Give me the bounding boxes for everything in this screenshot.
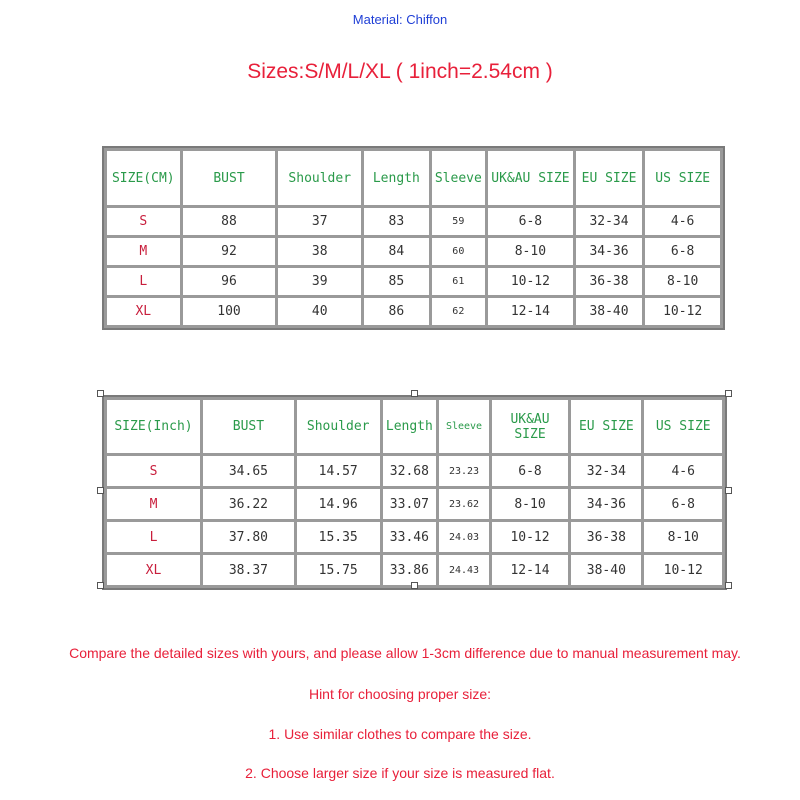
- eu-cell: 32-34: [576, 208, 643, 235]
- eu-cell: 34-36: [576, 238, 643, 265]
- eu-cell: 34-36: [571, 489, 641, 519]
- compare-note: Compare the detailed sizes with yours, and please allow 1-3cm difference due to manual measurement may.: [69, 645, 741, 661]
- sleeve-cell: 24.43: [439, 555, 489, 585]
- shoulder-cell: 14.96: [297, 489, 380, 519]
- sleeve-cell: 59: [432, 208, 485, 235]
- shoulder-cell: 14.57: [297, 456, 380, 486]
- bust-cell: 34.65: [203, 456, 294, 486]
- resize-handle[interactable]: [411, 582, 418, 589]
- size-cell: XL: [107, 298, 180, 325]
- bust-cell: 88: [183, 208, 276, 235]
- shoulder-cell: 15.35: [297, 522, 380, 552]
- table-row: [107, 298, 720, 325]
- table-row: [107, 268, 720, 295]
- eu-cell: 36-38: [571, 522, 641, 552]
- header-eu-size: EU SIZE: [576, 151, 643, 205]
- shoulder-cell: 39: [278, 268, 361, 295]
- us-cell: 8-10: [644, 522, 722, 552]
- size-cell: L: [107, 522, 200, 552]
- resize-handle[interactable]: [725, 487, 732, 494]
- resize-handle[interactable]: [97, 487, 104, 494]
- header-sleeve: Sleeve: [439, 400, 489, 453]
- header-size: SIZE(CM): [107, 151, 180, 205]
- us-cell: 6-8: [644, 489, 722, 519]
- header-bust: BUST: [203, 400, 294, 453]
- table-header-row: [107, 400, 722, 453]
- header-shoulder: Shoulder: [297, 400, 380, 453]
- table-row: [107, 208, 720, 235]
- length-cell: 86: [364, 298, 429, 325]
- sleeve-cell: 61: [432, 268, 485, 295]
- ukau-cell: 10-12: [492, 522, 568, 552]
- hint-heading: Hint for choosing proper size:: [308, 686, 492, 702]
- bust-cell: 36.22: [203, 489, 294, 519]
- header-ukau-size: UK&AU SIZE: [488, 151, 573, 205]
- length-cell: 33.86: [383, 555, 437, 585]
- ukau-cell: 6-8: [488, 208, 573, 235]
- length-cell: 83: [364, 208, 429, 235]
- size-cell: L: [107, 268, 180, 295]
- sleeve-cell: 23.23: [439, 456, 489, 486]
- us-cell: 8-10: [645, 268, 720, 295]
- header-bust: BUST: [183, 151, 276, 205]
- resize-handle[interactable]: [725, 582, 732, 589]
- ukau-cell: 6-8: [492, 456, 568, 486]
- header-length: Length: [364, 151, 429, 205]
- ukau-cell: 12-14: [488, 298, 573, 325]
- ukau-cell: 8-10: [492, 489, 568, 519]
- bust-cell: 37.80: [203, 522, 294, 552]
- header-shoulder: Shoulder: [278, 151, 361, 205]
- size-cell: XL: [107, 555, 200, 585]
- length-cell: 32.68: [383, 456, 437, 486]
- tip-1: 1. Use similar clothes to compare the size.: [268, 726, 532, 742]
- length-cell: 33.07: [383, 489, 437, 519]
- bust-cell: 92: [183, 238, 276, 265]
- resize-handle[interactable]: [97, 390, 104, 397]
- tip-2: 2. Choose larger size if your size is measured flat.: [245, 765, 555, 781]
- bust-cell: 96: [183, 268, 276, 295]
- shoulder-cell: 40: [278, 298, 361, 325]
- table-row: [107, 489, 722, 519]
- header-ukau-size: UK&AU SIZE: [492, 400, 568, 453]
- ukau-cell: 8-10: [488, 238, 573, 265]
- resize-handle[interactable]: [97, 582, 104, 589]
- sleeve-cell: 60: [432, 238, 485, 265]
- us-cell: 10-12: [644, 555, 722, 585]
- header-us-size: US SIZE: [645, 151, 720, 205]
- length-cell: 85: [364, 268, 429, 295]
- ukau-cell: 10-12: [488, 268, 573, 295]
- us-cell: 10-12: [645, 298, 720, 325]
- bust-cell: 100: [183, 298, 276, 325]
- eu-cell: 32-34: [571, 456, 641, 486]
- shoulder-cell: 15.75: [297, 555, 380, 585]
- sleeve-cell: 23.62: [439, 489, 489, 519]
- length-cell: 84: [364, 238, 429, 265]
- shoulder-cell: 37: [278, 208, 361, 235]
- material-label: Material: Chiffon: [352, 12, 448, 27]
- size-cell: S: [107, 456, 200, 486]
- size-cell: S: [107, 208, 180, 235]
- header-size: SIZE(Inch): [107, 400, 200, 453]
- table-row: [107, 522, 722, 552]
- size-cell: M: [107, 489, 200, 519]
- table-row: [107, 456, 722, 486]
- length-cell: 33.46: [383, 522, 437, 552]
- table-row: [107, 238, 720, 265]
- table-header-row: [107, 151, 720, 205]
- shoulder-cell: 38: [278, 238, 361, 265]
- sleeve-cell: 62: [432, 298, 485, 325]
- ukau-cell: 12-14: [492, 555, 568, 585]
- us-cell: 4-6: [644, 456, 722, 486]
- table-row: [107, 555, 722, 585]
- resize-handle[interactable]: [725, 390, 732, 397]
- us-cell: 6-8: [645, 238, 720, 265]
- eu-cell: 36-38: [576, 268, 643, 295]
- header-sleeve: Sleeve: [432, 151, 485, 205]
- resize-handle[interactable]: [411, 390, 418, 397]
- header-us-size: US SIZE: [644, 400, 722, 453]
- sizes-title: Sizes:S/M/L/XL ( 1inch=2.54cm ): [247, 60, 553, 83]
- us-cell: 4-6: [645, 208, 720, 235]
- eu-cell: 38-40: [576, 298, 643, 325]
- size-table-inch: [102, 395, 727, 590]
- size-table-cm: [102, 146, 725, 330]
- eu-cell: 38-40: [571, 555, 641, 585]
- bust-cell: 38.37: [203, 555, 294, 585]
- header-length: Length: [383, 400, 437, 453]
- header-eu-size: EU SIZE: [571, 400, 641, 453]
- size-cell: M: [107, 238, 180, 265]
- sleeve-cell: 24.03: [439, 522, 489, 552]
